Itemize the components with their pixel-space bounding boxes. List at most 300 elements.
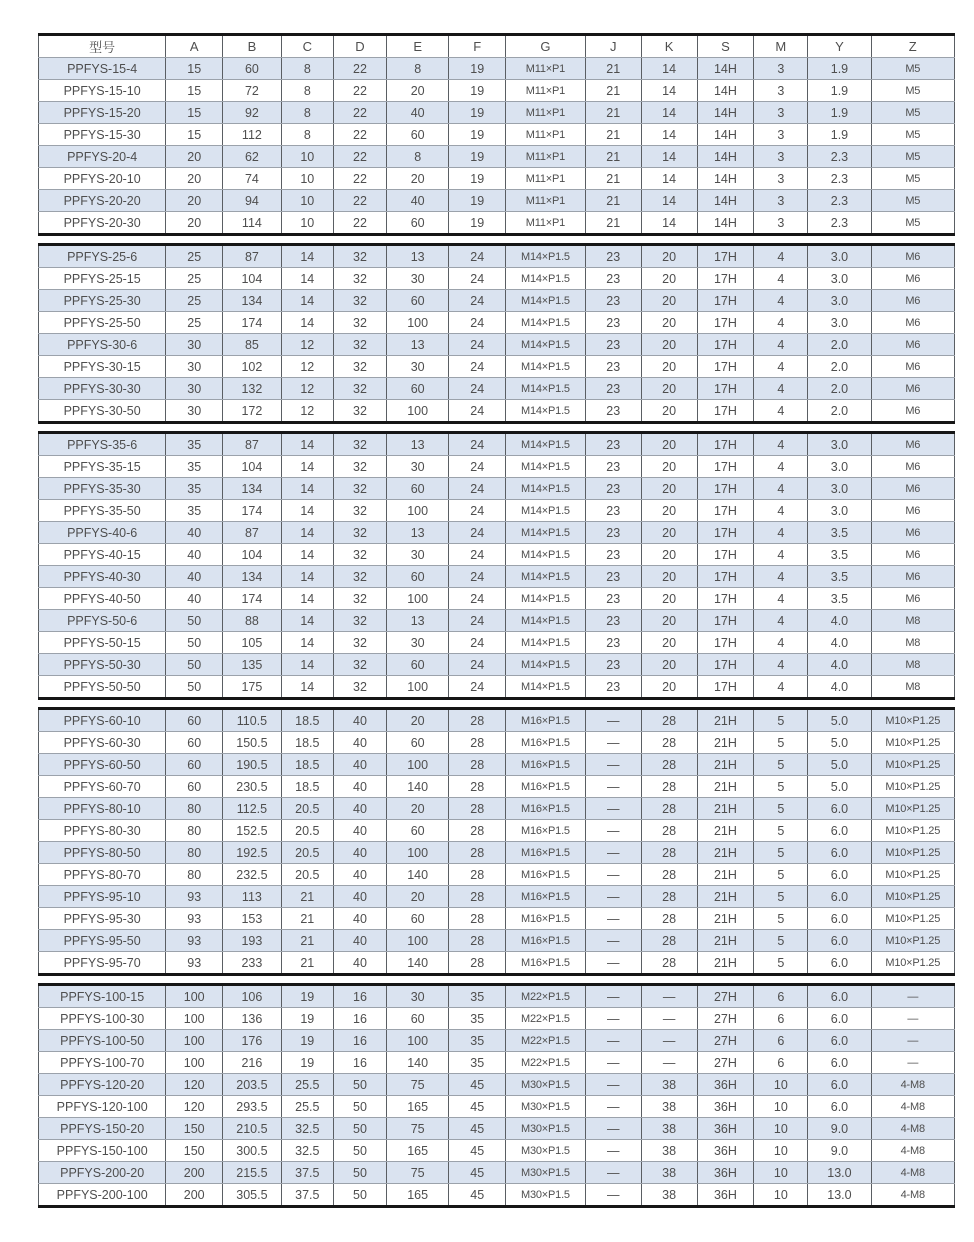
- model-cell: PPFYS-25-6: [39, 245, 166, 268]
- model-cell: PPFYS-95-50: [39, 930, 166, 952]
- value-cell: 4: [754, 334, 808, 356]
- value-cell: 32: [333, 356, 386, 378]
- value-cell: 5: [754, 886, 808, 908]
- value-cell: 21H: [697, 886, 754, 908]
- value-cell: 3: [754, 102, 808, 124]
- value-cell: 87: [223, 433, 282, 456]
- value-cell: 80: [166, 820, 223, 842]
- value-cell: 40: [333, 886, 386, 908]
- value-cell: 14: [641, 58, 697, 80]
- model-cell: PPFYS-100-70: [39, 1052, 166, 1074]
- value-cell: —: [871, 1008, 954, 1030]
- value-cell: 87: [223, 245, 282, 268]
- value-cell: 40: [333, 754, 386, 776]
- value-cell: 36H: [697, 1096, 754, 1118]
- table-row: [39, 886, 955, 908]
- value-cell: 20: [641, 500, 697, 522]
- value-cell: 20: [641, 334, 697, 356]
- value-cell: 6: [754, 1008, 808, 1030]
- value-cell: 100: [387, 930, 449, 952]
- model-cell: PPFYS-15-10: [39, 80, 166, 102]
- value-cell: 60: [387, 908, 449, 930]
- value-cell: 35: [449, 985, 506, 1008]
- value-cell: 30: [387, 632, 449, 654]
- value-cell: 32: [333, 610, 386, 632]
- value-cell: 18.5: [281, 709, 333, 732]
- value-cell: 20.5: [281, 842, 333, 864]
- value-cell: 113: [223, 886, 282, 908]
- value-cell: 3.0: [808, 433, 871, 456]
- value-cell: 23: [585, 312, 641, 334]
- value-cell: 27H: [697, 1008, 754, 1030]
- value-cell: 21H: [697, 908, 754, 930]
- value-cell: 100: [387, 500, 449, 522]
- value-cell: M6: [871, 522, 954, 544]
- value-cell: 193: [223, 930, 282, 952]
- table-row: [39, 1052, 955, 1074]
- value-cell: 14H: [697, 80, 754, 102]
- value-cell: 20: [641, 544, 697, 566]
- value-cell: 32: [333, 544, 386, 566]
- value-cell: 24: [449, 522, 506, 544]
- value-cell: 13.0: [808, 1162, 871, 1184]
- value-cell: 203.5: [223, 1074, 282, 1096]
- value-cell: 24: [449, 610, 506, 632]
- value-cell: 50: [333, 1140, 386, 1162]
- value-cell: —: [585, 908, 641, 930]
- value-cell: 21H: [697, 820, 754, 842]
- value-cell: M22×P1.5: [506, 985, 586, 1008]
- value-cell: 92: [223, 102, 282, 124]
- table-row: [39, 190, 955, 212]
- value-cell: 14: [641, 146, 697, 168]
- value-cell: 21: [585, 146, 641, 168]
- model-cell: PPFYS-60-30: [39, 732, 166, 754]
- value-cell: 293.5: [223, 1096, 282, 1118]
- value-cell: 21H: [697, 709, 754, 732]
- value-cell: 20: [641, 654, 697, 676]
- value-cell: 5: [754, 820, 808, 842]
- value-cell: 4: [754, 433, 808, 456]
- value-cell: 2.0: [808, 356, 871, 378]
- value-cell: 50: [166, 654, 223, 676]
- model-cell: PPFYS-25-30: [39, 290, 166, 312]
- value-cell: 40: [333, 732, 386, 754]
- table-row: [39, 798, 955, 820]
- value-cell: 4: [754, 290, 808, 312]
- value-cell: 3: [754, 80, 808, 102]
- table-row: [39, 378, 955, 400]
- value-cell: 37.5: [281, 1162, 333, 1184]
- value-cell: 3.0: [808, 268, 871, 290]
- value-cell: 1.9: [808, 124, 871, 146]
- model-cell: PPFYS-20-10: [39, 168, 166, 190]
- value-cell: 21: [281, 886, 333, 908]
- value-cell: 21: [585, 168, 641, 190]
- value-cell: 37.5: [281, 1184, 333, 1207]
- table-row: [39, 732, 955, 754]
- value-cell: —: [585, 952, 641, 975]
- value-cell: 4: [754, 588, 808, 610]
- value-cell: —: [585, 1030, 641, 1052]
- value-cell: 4.0: [808, 676, 871, 699]
- value-cell: 15: [166, 80, 223, 102]
- value-cell: 21: [585, 102, 641, 124]
- value-cell: 305.5: [223, 1184, 282, 1207]
- value-cell: 192.5: [223, 842, 282, 864]
- model-cell: PPFYS-100-15: [39, 985, 166, 1008]
- value-cell: 25: [166, 290, 223, 312]
- value-cell: 12: [281, 356, 333, 378]
- value-cell: 100: [387, 676, 449, 699]
- column-header-k: K: [641, 35, 697, 58]
- value-cell: 152.5: [223, 820, 282, 842]
- value-cell: M10×P1.25: [871, 886, 954, 908]
- value-cell: 28: [641, 886, 697, 908]
- value-cell: 3.5: [808, 566, 871, 588]
- value-cell: —: [585, 709, 641, 732]
- value-cell: 17H: [697, 500, 754, 522]
- value-cell: M16×P1.5: [506, 732, 586, 754]
- model-cell: PPFYS-80-30: [39, 820, 166, 842]
- value-cell: 100: [387, 1030, 449, 1052]
- value-cell: 4: [754, 544, 808, 566]
- value-cell: 140: [387, 776, 449, 798]
- column-header-m: M: [754, 35, 808, 58]
- value-cell: 22: [333, 80, 386, 102]
- value-cell: 104: [223, 544, 282, 566]
- value-cell: 100: [387, 754, 449, 776]
- model-cell: PPFYS-40-50: [39, 588, 166, 610]
- value-cell: 50: [166, 676, 223, 699]
- value-cell: 114: [223, 212, 282, 235]
- value-cell: 6.0: [808, 1052, 871, 1074]
- value-cell: 21H: [697, 864, 754, 886]
- table-row: [39, 1140, 955, 1162]
- value-cell: 140: [387, 952, 449, 975]
- table-row: [39, 478, 955, 500]
- value-cell: 6.0: [808, 1074, 871, 1096]
- value-cell: 23: [585, 676, 641, 699]
- value-cell: 19: [449, 102, 506, 124]
- value-cell: 28: [641, 842, 697, 864]
- value-cell: 32: [333, 654, 386, 676]
- table-row: [39, 312, 955, 334]
- value-cell: 100: [387, 588, 449, 610]
- value-cell: 22: [333, 146, 386, 168]
- value-cell: —: [585, 798, 641, 820]
- value-cell: 40: [166, 544, 223, 566]
- value-cell: M30×P1.5: [506, 1096, 586, 1118]
- value-cell: M8: [871, 610, 954, 632]
- value-cell: 24: [449, 433, 506, 456]
- value-cell: 28: [641, 908, 697, 930]
- value-cell: 17H: [697, 610, 754, 632]
- table-row: [39, 632, 955, 654]
- value-cell: M10×P1.25: [871, 776, 954, 798]
- value-cell: 150.5: [223, 732, 282, 754]
- value-cell: 4: [754, 500, 808, 522]
- value-cell: 4: [754, 676, 808, 699]
- table-row: [39, 1030, 955, 1052]
- value-cell: 20: [641, 632, 697, 654]
- value-cell: —: [585, 1008, 641, 1030]
- value-cell: —: [585, 842, 641, 864]
- value-cell: 10: [281, 212, 333, 235]
- value-cell: 2.0: [808, 334, 871, 356]
- value-cell: 10: [754, 1074, 808, 1096]
- value-cell: 10: [281, 146, 333, 168]
- value-cell: 17H: [697, 566, 754, 588]
- value-cell: 24: [449, 290, 506, 312]
- value-cell: 4: [754, 378, 808, 400]
- value-cell: 14H: [697, 190, 754, 212]
- value-cell: 110.5: [223, 709, 282, 732]
- value-cell: 88: [223, 610, 282, 632]
- value-cell: M11×P1: [506, 146, 586, 168]
- value-cell: 4.0: [808, 632, 871, 654]
- value-cell: 8: [387, 146, 449, 168]
- table-row: [39, 433, 955, 456]
- value-cell: 21: [585, 58, 641, 80]
- value-cell: M6: [871, 433, 954, 456]
- value-cell: M30×P1.5: [506, 1184, 586, 1207]
- value-cell: 9.0: [808, 1118, 871, 1140]
- value-cell: 4: [754, 400, 808, 423]
- value-cell: 36H: [697, 1184, 754, 1207]
- value-cell: M30×P1.5: [506, 1074, 586, 1096]
- value-cell: 165: [387, 1184, 449, 1207]
- value-cell: 32: [333, 400, 386, 423]
- value-cell: —: [585, 1184, 641, 1207]
- value-cell: 21: [585, 124, 641, 146]
- value-cell: 28: [449, 842, 506, 864]
- value-cell: 120: [166, 1096, 223, 1118]
- value-cell: —: [585, 886, 641, 908]
- value-cell: 140: [387, 1052, 449, 1074]
- value-cell: 28: [641, 952, 697, 975]
- value-cell: 16: [333, 1052, 386, 1074]
- value-cell: 6.0: [808, 908, 871, 930]
- value-cell: M10×P1.25: [871, 732, 954, 754]
- value-cell: 6.0: [808, 820, 871, 842]
- column-header-c: C: [281, 35, 333, 58]
- value-cell: 23: [585, 500, 641, 522]
- value-cell: 100: [387, 312, 449, 334]
- value-cell: 2.0: [808, 400, 871, 423]
- column-header-y: Y: [808, 35, 871, 58]
- table-row: [39, 754, 955, 776]
- value-cell: 23: [585, 632, 641, 654]
- value-cell: 87: [223, 522, 282, 544]
- table-row: [39, 820, 955, 842]
- value-cell: 14: [641, 124, 697, 146]
- value-cell: 27H: [697, 1030, 754, 1052]
- value-cell: 28: [641, 732, 697, 754]
- value-cell: 21: [281, 930, 333, 952]
- value-cell: 28: [641, 930, 697, 952]
- value-cell: 14: [641, 168, 697, 190]
- value-cell: 28: [449, 952, 506, 975]
- value-cell: 30: [166, 400, 223, 423]
- value-cell: M22×P1.5: [506, 1030, 586, 1052]
- value-cell: 30: [387, 356, 449, 378]
- value-cell: 14: [281, 544, 333, 566]
- value-cell: 21: [585, 190, 641, 212]
- value-cell: 14H: [697, 102, 754, 124]
- value-cell: 165: [387, 1096, 449, 1118]
- value-cell: 20: [166, 190, 223, 212]
- value-cell: 60: [166, 754, 223, 776]
- value-cell: 28: [449, 886, 506, 908]
- value-cell: 36H: [697, 1118, 754, 1140]
- value-cell: 40: [333, 842, 386, 864]
- value-cell: 27H: [697, 985, 754, 1008]
- value-cell: 300.5: [223, 1140, 282, 1162]
- value-cell: 3: [754, 190, 808, 212]
- value-cell: 50: [333, 1184, 386, 1207]
- value-cell: 62: [223, 146, 282, 168]
- value-cell: 14: [281, 290, 333, 312]
- value-cell: 3: [754, 212, 808, 235]
- value-cell: —: [585, 1140, 641, 1162]
- value-cell: M14×P1.5: [506, 356, 586, 378]
- value-cell: 23: [585, 400, 641, 423]
- value-cell: 100: [166, 1008, 223, 1030]
- table-row: [39, 952, 955, 975]
- table-row: [39, 985, 955, 1008]
- value-cell: 50: [333, 1096, 386, 1118]
- value-cell: 19: [449, 124, 506, 146]
- value-cell: 60: [166, 709, 223, 732]
- value-cell: 4: [754, 478, 808, 500]
- model-cell: PPFYS-95-70: [39, 952, 166, 975]
- value-cell: 32: [333, 456, 386, 478]
- value-cell: 14: [281, 456, 333, 478]
- value-cell: 4: [754, 610, 808, 632]
- value-cell: 15: [166, 58, 223, 80]
- value-cell: 8: [281, 58, 333, 80]
- value-cell: 3.5: [808, 544, 871, 566]
- value-cell: 28: [449, 930, 506, 952]
- value-cell: 4: [754, 566, 808, 588]
- value-cell: 5: [754, 798, 808, 820]
- value-cell: 32: [333, 268, 386, 290]
- value-cell: M6: [871, 290, 954, 312]
- value-cell: 20: [641, 312, 697, 334]
- value-cell: 25.5: [281, 1074, 333, 1096]
- value-cell: 10: [754, 1118, 808, 1140]
- value-cell: 1.9: [808, 58, 871, 80]
- value-cell: 100: [166, 1052, 223, 1074]
- value-cell: 9.0: [808, 1140, 871, 1162]
- value-cell: 32: [333, 632, 386, 654]
- value-cell: M14×P1.5: [506, 566, 586, 588]
- value-cell: —: [585, 820, 641, 842]
- value-cell: 20: [641, 356, 697, 378]
- value-cell: M6: [871, 544, 954, 566]
- value-cell: 40: [333, 776, 386, 798]
- value-cell: M6: [871, 312, 954, 334]
- value-cell: 24: [449, 566, 506, 588]
- value-cell: 112.5: [223, 798, 282, 820]
- value-cell: M11×P1: [506, 102, 586, 124]
- value-cell: 13: [387, 433, 449, 456]
- value-cell: 5: [754, 864, 808, 886]
- value-cell: 20: [641, 268, 697, 290]
- value-cell: 20: [641, 245, 697, 268]
- value-cell: 24: [449, 654, 506, 676]
- value-cell: —: [585, 754, 641, 776]
- value-cell: 60: [166, 732, 223, 754]
- value-cell: 32: [333, 588, 386, 610]
- value-cell: M10×P1.25: [871, 798, 954, 820]
- value-cell: —: [585, 864, 641, 886]
- value-cell: M16×P1.5: [506, 908, 586, 930]
- value-cell: 18.5: [281, 776, 333, 798]
- value-cell: 93: [166, 886, 223, 908]
- value-cell: 38: [641, 1074, 697, 1096]
- value-cell: 4: [754, 654, 808, 676]
- value-cell: 3: [754, 124, 808, 146]
- value-cell: —: [871, 985, 954, 1008]
- model-cell: PPFYS-30-50: [39, 400, 166, 423]
- value-cell: 5: [754, 952, 808, 975]
- value-cell: 5: [754, 908, 808, 930]
- value-cell: 28: [449, 864, 506, 886]
- value-cell: 4: [754, 632, 808, 654]
- value-cell: 24: [449, 378, 506, 400]
- value-cell: 8: [281, 80, 333, 102]
- value-cell: 5: [754, 709, 808, 732]
- value-cell: 21H: [697, 842, 754, 864]
- value-cell: 60: [387, 378, 449, 400]
- value-cell: 32: [333, 334, 386, 356]
- value-cell: 3.0: [808, 456, 871, 478]
- value-cell: 14: [281, 478, 333, 500]
- value-cell: 3: [754, 146, 808, 168]
- value-cell: 28: [641, 754, 697, 776]
- value-cell: 6.0: [808, 886, 871, 908]
- column-header-f: F: [449, 35, 506, 58]
- model-cell: PPFYS-15-4: [39, 58, 166, 80]
- table-row: [39, 1096, 955, 1118]
- value-cell: 21H: [697, 754, 754, 776]
- table-row: [39, 58, 955, 80]
- value-cell: 150: [166, 1140, 223, 1162]
- model-cell: PPFYS-35-15: [39, 456, 166, 478]
- value-cell: 6.0: [808, 1008, 871, 1030]
- value-cell: M16×P1.5: [506, 930, 586, 952]
- model-cell: PPFYS-100-30: [39, 1008, 166, 1030]
- value-cell: 15: [166, 102, 223, 124]
- value-cell: —: [585, 1162, 641, 1184]
- value-cell: 3.0: [808, 500, 871, 522]
- value-cell: 17H: [697, 334, 754, 356]
- value-cell: 23: [585, 268, 641, 290]
- value-cell: 21H: [697, 952, 754, 975]
- table-row: [39, 776, 955, 798]
- table-row: [39, 290, 955, 312]
- value-cell: 20: [641, 456, 697, 478]
- value-cell: 19: [449, 146, 506, 168]
- value-cell: M6: [871, 456, 954, 478]
- value-cell: 21: [281, 908, 333, 930]
- value-cell: 17H: [697, 676, 754, 699]
- value-cell: M14×P1.5: [506, 290, 586, 312]
- table-row: [39, 1184, 955, 1207]
- value-cell: 4-M8: [871, 1184, 954, 1207]
